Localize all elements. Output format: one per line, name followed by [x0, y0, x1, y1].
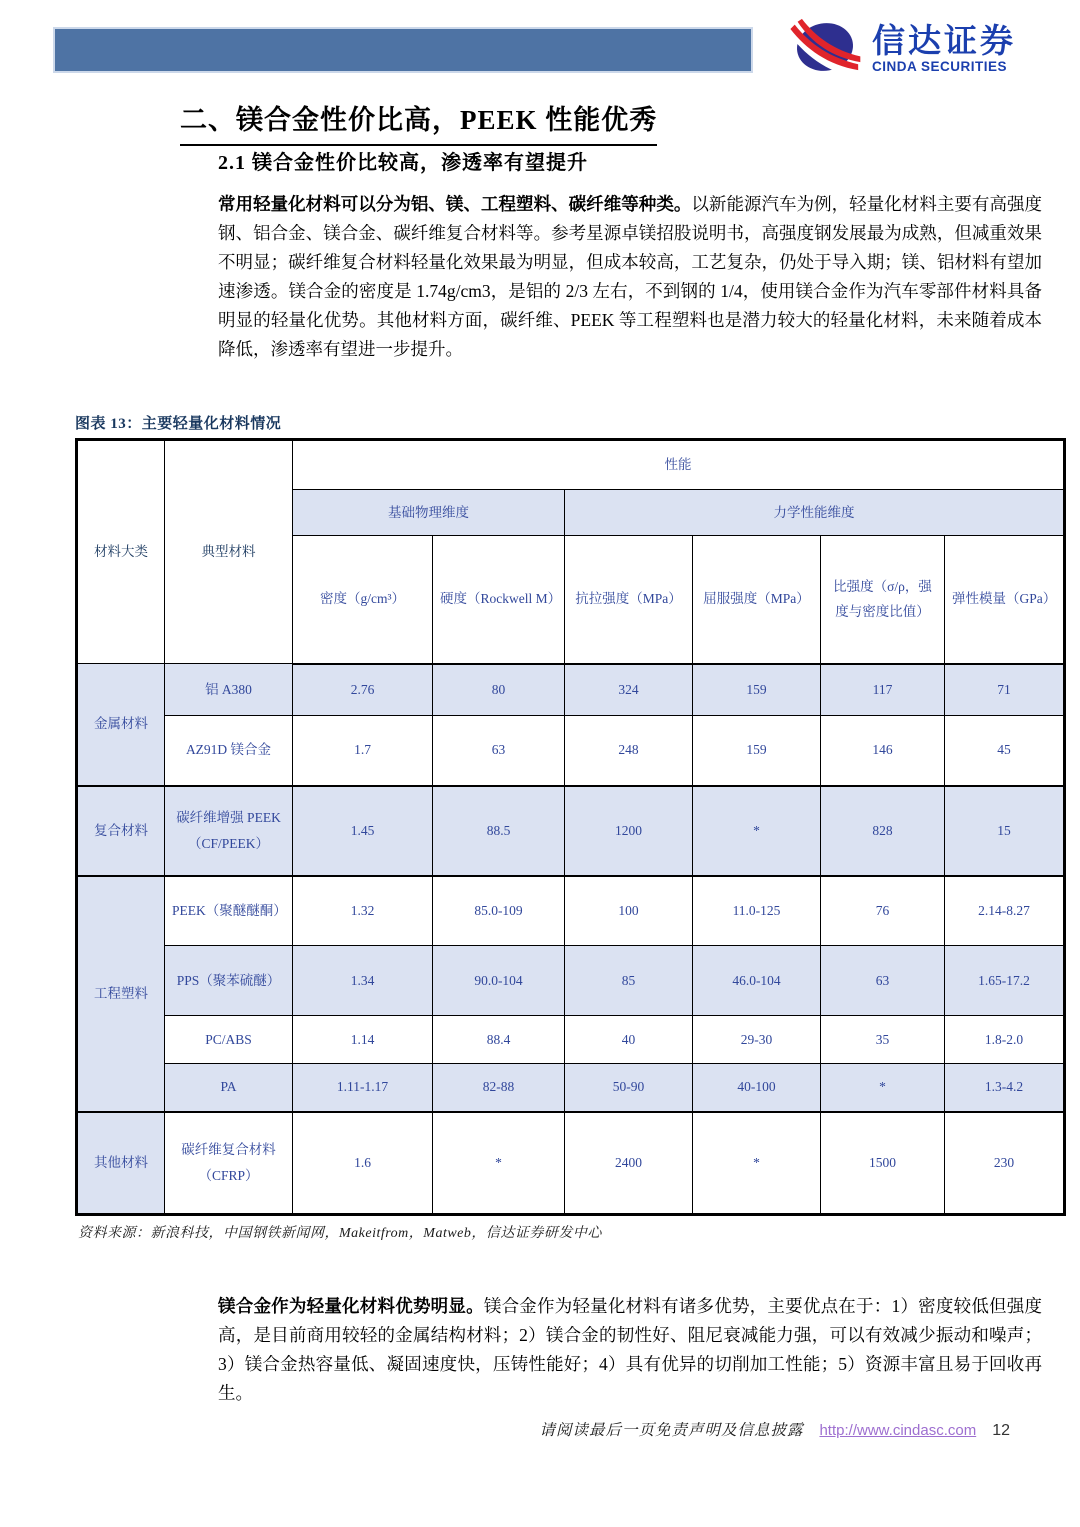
paragraph1-body: 以新能源汽车为例，轻量化材料主要有高强度钢、铝合金、镁合金、碳纤维复合材料等。参考星源卓镁招股说明书，高强度钢发展最为成熟，但减重效果不明显；碳纤维复合材料轻量化效果最为明显，但成本较高，工艺复杂，仍处于导入期；镁、铝材料有望加速渗透。镁合金的密度是 1.74g/cm3，是铝的 2/3 左右，不到钢的 1/4，使用镁合金作为汽车零部件材料具备明显的轻量化优势。其他材料方面，碳纤维、PEEK 等工程塑料也是潜力较大的轻量化材料，未来随着成本降低，渗透率有望进一步提升。	[218, 194, 1043, 359]
cell-hardness: 88.5	[433, 786, 565, 876]
footer-link[interactable]: http://www.cindasc.com	[819, 1422, 977, 1439]
cell-tensile: 50-90	[565, 1064, 693, 1112]
material-name: 铝 A380	[165, 664, 293, 716]
cell-specific: 117	[821, 664, 945, 716]
table-header-row-performance	[77, 440, 1065, 490]
header-basic-physical: 基础物理维度	[293, 490, 565, 536]
cell-specific: *	[821, 1064, 945, 1112]
header-specific-strength: 比强度（σ/ρ，强度与密度比值）	[821, 536, 945, 664]
cinda-logo-icon	[788, 16, 862, 83]
cell-specific: 35	[821, 1016, 945, 1064]
table-row-pc-abs	[77, 1016, 1065, 1064]
cell-density: 1.32	[293, 876, 433, 946]
cell-modulus: 1.8-2.0	[945, 1016, 1065, 1064]
figure-source: 资料来源：新浪科技，中国钢铁新闻网，Makeitfrom，Matweb，信达证券研发中心	[78, 1226, 602, 1241]
header-material-category: 材料大类	[77, 440, 165, 664]
logo-wordmark	[872, 24, 1016, 74]
cell-tensile: 85	[565, 946, 693, 1016]
cell-tensile: 40	[565, 1016, 693, 1064]
cell-specific: 63	[821, 946, 945, 1016]
cell-modulus: 2.14-8.27	[945, 876, 1065, 946]
cell-yield: 40-100	[693, 1064, 821, 1112]
page-footer	[0, 1418, 1010, 1440]
cell-hardness: 63	[433, 716, 565, 786]
cell-density: 1.11-1.17	[293, 1064, 433, 1112]
material-name: PA	[165, 1064, 293, 1112]
table-row-al-a380	[77, 664, 1065, 716]
cell-density: 1.7	[293, 716, 433, 786]
footer-disclaimer: 请阅读最后一页免责声明及信息披露	[539, 1422, 804, 1439]
table-row-cfrp	[77, 1112, 1065, 1215]
cell-specific: 146	[821, 716, 945, 786]
paragraph-magnesium-advantages	[218, 1292, 1042, 1408]
cell-tensile: 248	[565, 716, 693, 786]
cell-yield: 159	[693, 716, 821, 786]
cell-hardness: 85.0-109	[433, 876, 565, 946]
figure-caption: 图表 13：主要轻量化材料情况	[75, 416, 282, 432]
cell-modulus: 45	[945, 716, 1065, 786]
paragraph2-body: 镁合金作为轻量化材料有诸多优势，主要优点在于：1）密度较低但强度高，是目前商用较轻的金属结构材料；2）镁合金的韧性好、阻尼衰减能力强，可以有效减少振动和噪声；3）镁合金热容量低、凝固速度快，压铸性能好；4）具有优异的切削加工性能；5）资源丰富且易于回收再生。	[218, 1296, 1042, 1403]
cell-hardness: 88.4	[433, 1016, 565, 1064]
table-row-pps	[77, 946, 1065, 1016]
group-metal-materials: 金属材料	[77, 664, 165, 786]
table-row-pa	[77, 1064, 1065, 1112]
cell-modulus: 230	[945, 1112, 1065, 1215]
table-row-peek	[77, 876, 1065, 946]
cell-yield: 159	[693, 664, 821, 716]
paragraph1-lead: 常用轻量化材料可以分为铝、镁、工程塑料、碳纤维等种类。	[218, 194, 692, 214]
cell-yield: 11.0-125	[693, 876, 821, 946]
header-mechanical: 力学性能维度	[565, 490, 1065, 536]
cell-modulus: 71	[945, 664, 1065, 716]
header-performance: 性能	[293, 440, 1065, 490]
cell-hardness: 90.0-104	[433, 946, 565, 1016]
cell-tensile: 1200	[565, 786, 693, 876]
cell-density: 1.45	[293, 786, 433, 876]
company-logo	[788, 18, 1060, 80]
cell-yield: *	[693, 1112, 821, 1215]
cell-modulus: 1.3-4.2	[945, 1064, 1065, 1112]
group-composite-materials: 复合材料	[77, 786, 165, 876]
paragraph2-lead: 镁合金作为轻量化材料优势明显。	[218, 1296, 484, 1316]
cell-tensile: 2400	[565, 1112, 693, 1215]
cell-yield: *	[693, 786, 821, 876]
cell-modulus: 15	[945, 786, 1065, 876]
header-hardness: 硬度（Rockwell M）	[433, 536, 565, 664]
header-density: 密度（g/cm³）	[293, 536, 433, 664]
material-name: PPS（聚苯硫醚）	[165, 946, 293, 1016]
page-number: 12	[992, 1422, 1010, 1439]
material-name: AZ91D 镁合金	[165, 716, 293, 786]
cell-density: 1.6	[293, 1112, 433, 1215]
cell-tensile: 100	[565, 876, 693, 946]
cell-yield: 46.0-104	[693, 946, 821, 1016]
header-tensile-strength: 抗拉强度（MPa）	[565, 536, 693, 664]
table-row-cf-peek	[77, 786, 1065, 876]
materials-table	[75, 438, 1066, 1216]
cell-density: 1.14	[293, 1016, 433, 1064]
header-yield-strength: 屈服强度（MPa）	[693, 536, 821, 664]
header-elastic-modulus: 弹性模量（GPa）	[945, 536, 1065, 664]
logo-name-en: CINDA SECURITIES	[872, 59, 1008, 75]
cell-hardness: *	[433, 1112, 565, 1215]
cell-hardness: 82-88	[433, 1064, 565, 1112]
material-name: 碳纤维增强 PEEK（CF/PEEK）	[165, 786, 293, 876]
group-engineering-plastics: 工程塑料	[77, 876, 165, 1112]
cell-hardness: 80	[433, 664, 565, 716]
material-name: PEEK（聚醚醚酮）	[165, 876, 293, 946]
material-name: 碳纤维复合材料（CFRP）	[165, 1112, 293, 1215]
cell-modulus: 1.65-17.2	[945, 946, 1065, 1016]
cell-specific: 828	[821, 786, 945, 876]
header-typical-material: 典型材料	[165, 440, 293, 664]
section-title: 二、镁合金性价比高，PEEK 性能优秀	[180, 98, 657, 146]
material-name: PC/ABS	[165, 1016, 293, 1064]
header-bar	[53, 27, 753, 73]
cell-density: 1.34	[293, 946, 433, 1016]
logo-name-cn: 信达证券	[872, 22, 1016, 60]
table-row-az91d	[77, 716, 1065, 786]
group-other-materials: 其他材料	[77, 1112, 165, 1215]
cell-tensile: 324	[565, 664, 693, 716]
cell-yield: 29-30	[693, 1016, 821, 1064]
section-subtitle: 2.1 镁合金性价比较高，渗透率有望提升	[218, 152, 588, 174]
cell-specific: 1500	[821, 1112, 945, 1215]
cell-specific: 76	[821, 876, 945, 946]
paragraph-lightweight-materials	[218, 190, 1042, 364]
cell-density: 2.76	[293, 664, 433, 716]
